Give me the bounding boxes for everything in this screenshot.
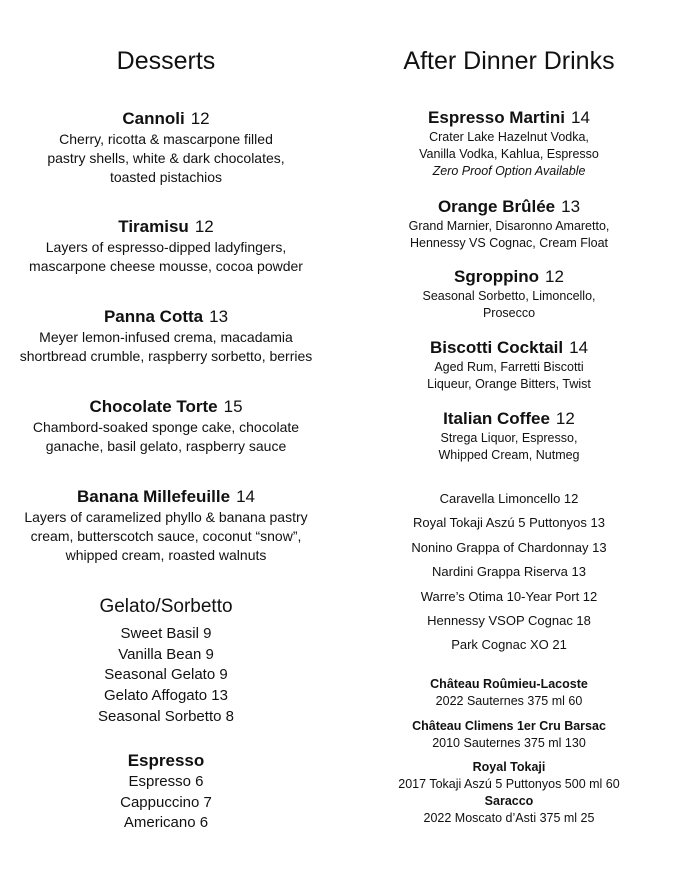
- espresso-item: Cappuccino 7: [120, 793, 212, 811]
- dessert-item-banana-millefeuille: [0, 486, 332, 565]
- cocktail-price: 12: [545, 267, 564, 286]
- cocktail-desc-line: Crater Lake Hazelnut Vodka,: [429, 130, 589, 144]
- espresso-heading: Espresso: [127, 751, 205, 770]
- cocktail-item-orange-brulee: [338, 196, 680, 252]
- wine-name: Château Roûmieu-Lacoste: [430, 677, 588, 691]
- cocktail-title: [338, 107, 680, 129]
- cocktail-desc-line: Liqueur, Orange Bitters, Twist: [427, 377, 591, 391]
- cocktail-desc-line: Hennessy VS Cognac, Cream Float: [409, 236, 608, 250]
- wine-item: [338, 793, 680, 827]
- dessert-price: 14: [236, 487, 255, 506]
- dessert-item-panna-cotta: [0, 306, 332, 366]
- espresso-item: Espresso 6: [128, 773, 204, 790]
- cocktail-name: Sgroppino: [454, 267, 540, 286]
- cocktail-item-biscotti: [338, 337, 680, 393]
- cocktail-name: Orange Brûlée: [437, 197, 556, 216]
- dessert-desc-line: pastry shells, white & dark chocolates,: [47, 150, 285, 166]
- cocktail-desc-line: Whipped Cream, Nutmeg: [438, 448, 580, 462]
- dessert-item-tiramisu: [0, 216, 332, 276]
- cocktail-price: 13: [561, 197, 581, 216]
- cocktail-item-italian-coffee: [338, 408, 680, 464]
- cocktail-title: [338, 408, 680, 430]
- cocktail-title: [338, 266, 680, 288]
- cocktail-price: 14: [569, 338, 589, 357]
- dessert-desc-line: Cherry, ricotta & mascarpone filled: [59, 131, 273, 147]
- dessert-price: 12: [190, 109, 210, 128]
- cocktail-desc-line: Grand Marnier, Disaronno Amaretto,: [408, 219, 610, 233]
- wine-item: [338, 718, 680, 752]
- cocktail-item-espresso-martini: [338, 107, 680, 180]
- dessert-desc-line: Layers of espresso-dipped ladyfingers,: [45, 239, 287, 255]
- cocktail-price: 12: [555, 409, 575, 428]
- cocktail-desc-line: Prosecco: [482, 306, 536, 320]
- cocktail-name: Italian Coffee: [443, 409, 550, 428]
- cocktail-note: Zero Proof Option Available: [432, 164, 586, 178]
- wine-name: Royal Tokaji: [472, 760, 546, 774]
- gelato-item: Seasonal Gelato 9: [104, 666, 228, 684]
- wine-desc: 2022 Moscato d’Asti 375 ml 25: [423, 811, 595, 825]
- cocktail-title: [338, 196, 680, 218]
- drinks-heading: After Dinner Drinks: [403, 47, 615, 75]
- dessert-desc-line: shortbread crumble, raspberry sorbetto, berries: [19, 348, 313, 364]
- espresso-section: [0, 750, 332, 834]
- wine-item: [338, 676, 680, 710]
- spirit-item: Warre’s Otima 10-Year Port 12: [420, 588, 598, 604]
- cocktail-desc-line: Strega Liquor, Espresso,: [440, 431, 578, 445]
- dessert-name: Panna Cotta: [103, 307, 204, 326]
- dessert-title: [0, 396, 332, 418]
- dessert-title: [0, 306, 332, 328]
- wine-desc: 2022 Sauternes 375 ml 60: [435, 694, 583, 708]
- cocktail-desc-line: Aged Rum, Farretti Biscotti: [434, 360, 584, 374]
- spirits-list: [338, 487, 680, 658]
- desserts-heading: Desserts: [116, 47, 216, 75]
- cocktail-title: [338, 337, 680, 359]
- spirit-item: Nardini Grappa Riserva 13: [432, 564, 586, 580]
- cocktail-name: Biscotti Cocktail: [429, 338, 564, 357]
- gelato-section: [0, 595, 332, 728]
- dessert-desc-line: mascarpone cheese mousse, cocoa powder: [29, 258, 303, 274]
- dessert-name: Chocolate Torte: [89, 397, 218, 416]
- dessert-desc-line: Meyer lemon-infused crema, macadamia: [39, 329, 293, 345]
- wine-desc: 2017 Tokaji Aszú 5 Puttonyos 500 ml 60: [398, 777, 620, 791]
- spirit-item: Hennessy VSOP Cognac 18: [427, 613, 591, 629]
- dessert-name: Cannoli: [122, 109, 185, 128]
- dessert-name: Tiramisu: [118, 217, 189, 236]
- dessert-item-chocolate-torte: [0, 396, 332, 456]
- cocktail-item-sgroppino: [338, 266, 680, 322]
- dessert-item-cannoli: [0, 108, 332, 187]
- dessert-desc-line: cream, butterscotch sauce, coconut “snow”,: [30, 528, 302, 544]
- dessert-price: 12: [194, 217, 214, 236]
- dessert-desc-line: ganache, basil gelato, raspberry sauce: [45, 438, 287, 454]
- spirit-item: Park Cognac XO 21: [451, 637, 567, 653]
- gelato-heading: Gelato/Sorbetto: [99, 596, 233, 617]
- cocktail-price: 14: [571, 108, 590, 127]
- gelato-item: Gelato Affogato 13: [104, 687, 228, 705]
- spirit-item: Caravella Limoncello 12: [439, 491, 579, 506]
- dessert-desc-line: Layers of caramelized phyllo & banana pastry: [24, 509, 308, 525]
- cocktail-desc-line: Seasonal Sorbetto, Limoncello,: [422, 289, 596, 303]
- wine-desc: 2010 Sauternes 375 ml 130: [432, 736, 586, 750]
- dessert-title: [0, 486, 332, 508]
- wine-name: Château Climens 1er Cru Barsac: [412, 719, 606, 733]
- cocktail-name: Espresso Martini: [428, 108, 566, 127]
- espresso-item: Americano 6: [123, 814, 209, 832]
- dessert-desc-line: Chambord-soaked sponge cake, chocolate: [32, 419, 300, 435]
- dessert-desc-line: whipped cream, roasted walnuts: [65, 547, 267, 563]
- cocktail-desc-line: Vanilla Vodka, Kahlua, Espresso: [419, 147, 599, 161]
- dessert-title: [0, 108, 332, 130]
- spirit-item: Nonino Grappa of Chardonnay 13: [411, 539, 607, 555]
- dessert-name: Banana Millefeuille: [77, 487, 231, 506]
- wine-name: Saracco: [484, 794, 534, 808]
- spirit-item: Royal Tokaji Aszú 5 Puttonyos 13: [413, 515, 605, 531]
- gelato-item: Sweet Basil 9: [120, 625, 212, 642]
- gelato-item: Seasonal Sorbetto 8: [98, 707, 234, 725]
- wine-item: [338, 759, 680, 793]
- dessert-title: [0, 216, 332, 238]
- gelato-item: Vanilla Bean 9: [118, 645, 214, 663]
- dessert-desc-line: toasted pistachios: [109, 169, 223, 185]
- dessert-price: 15: [223, 397, 243, 416]
- dessert-price: 13: [209, 307, 229, 326]
